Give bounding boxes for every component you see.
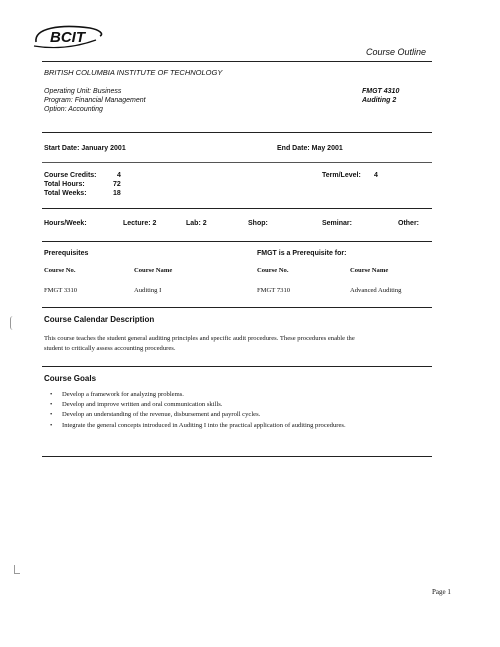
bullet-icon: • [50, 401, 53, 409]
doc-title: Course Outline [366, 47, 427, 57]
weeks-label: Total Weeks: [44, 190, 87, 197]
rule-before-calendar [42, 307, 432, 308]
lab-hours: Lab: 2 [186, 220, 207, 227]
operating-unit: Operating Unit: Business [44, 88, 122, 95]
bullet-icon: • [50, 411, 53, 419]
goal-item: • Develop a framework for analyzing problems. [50, 390, 450, 400]
goals-heading: Course Goals [44, 374, 97, 383]
rule-before-prereqs [42, 241, 432, 242]
rule-before-dates [42, 132, 432, 133]
option: Option: Accounting [44, 106, 103, 113]
header-rule [42, 61, 432, 62]
calendar-line-2: student to critically assess accounting procedures. [44, 345, 176, 352]
weeks-value: 18 [113, 190, 121, 197]
prereq-for-col-no: Course No. [257, 267, 289, 274]
institute-name: BRITISH COLUMBIA INSTITUTE OF TECHNOLOGY [44, 68, 223, 77]
bullet-icon: • [50, 421, 53, 429]
rule-before-hours [42, 208, 432, 209]
course-code: FMGT 4310 [362, 88, 400, 95]
rule-after-dates [42, 162, 432, 163]
end-date: End Date: May 2001 [277, 145, 343, 152]
prerequisites-heading: Prerequisites [44, 250, 89, 257]
prereq-for-heading: FMGT is a Prerequisite for: [257, 250, 347, 257]
calendar-heading: Course Calendar Description [44, 315, 155, 324]
page-number: Page 1 [432, 588, 451, 596]
hours-label: Total Hours: [44, 181, 85, 188]
prereq-for-row-name: Advanced Auditing [350, 287, 402, 294]
goals-list [50, 390, 450, 431]
lecture-hours: Lecture: 2 [123, 220, 157, 227]
credits-value: 4 [117, 172, 121, 179]
hours-value: 72 [113, 181, 121, 188]
prereq-row-no: FMGT 3310 [44, 287, 78, 294]
goal-item: • Develop and improve written and oral communication skills. [50, 400, 450, 410]
term-label: Term/Level: [322, 172, 361, 179]
seminar-hours: Seminar: [322, 220, 352, 227]
goal-item: • Develop an understanding of the revenue, disbursement and payroll cycles. [50, 410, 450, 420]
calendar-line-1: This course teaches the student general auditing principles and specific audit procedures. These procedures enable the [44, 335, 355, 342]
start-date: Start Date: January 2001 [44, 145, 126, 152]
prereq-col-name: Course Name [134, 267, 173, 274]
prereq-row-name: Auditing I [134, 287, 162, 294]
course-title: Auditing 2 [362, 97, 397, 104]
scan-mark [14, 565, 20, 574]
prereq-for-row-no: FMGT 7310 [257, 287, 291, 294]
hours-week-label: Hours/Week: [44, 220, 87, 227]
bcit-logo [30, 22, 110, 52]
other-hours: Other: [398, 220, 419, 227]
scan-mark [10, 316, 16, 330]
credits-label: Course Credits: [44, 172, 97, 179]
logo-text: BCIT [50, 29, 85, 46]
term-value: 4 [374, 172, 378, 179]
goal-item: • Integrate the general concepts introduced in Auditing I into the practical application of auditing procedures. [50, 421, 450, 431]
rule-after-goals [42, 456, 432, 457]
prereq-for-col-name: Course Name [350, 267, 389, 274]
shop-hours: Shop: [248, 220, 268, 227]
rule-before-goals [42, 366, 432, 367]
bullet-icon: • [50, 391, 53, 398]
prereq-col-no: Course No. [44, 267, 76, 274]
program: Program: Financial Management [44, 97, 146, 104]
